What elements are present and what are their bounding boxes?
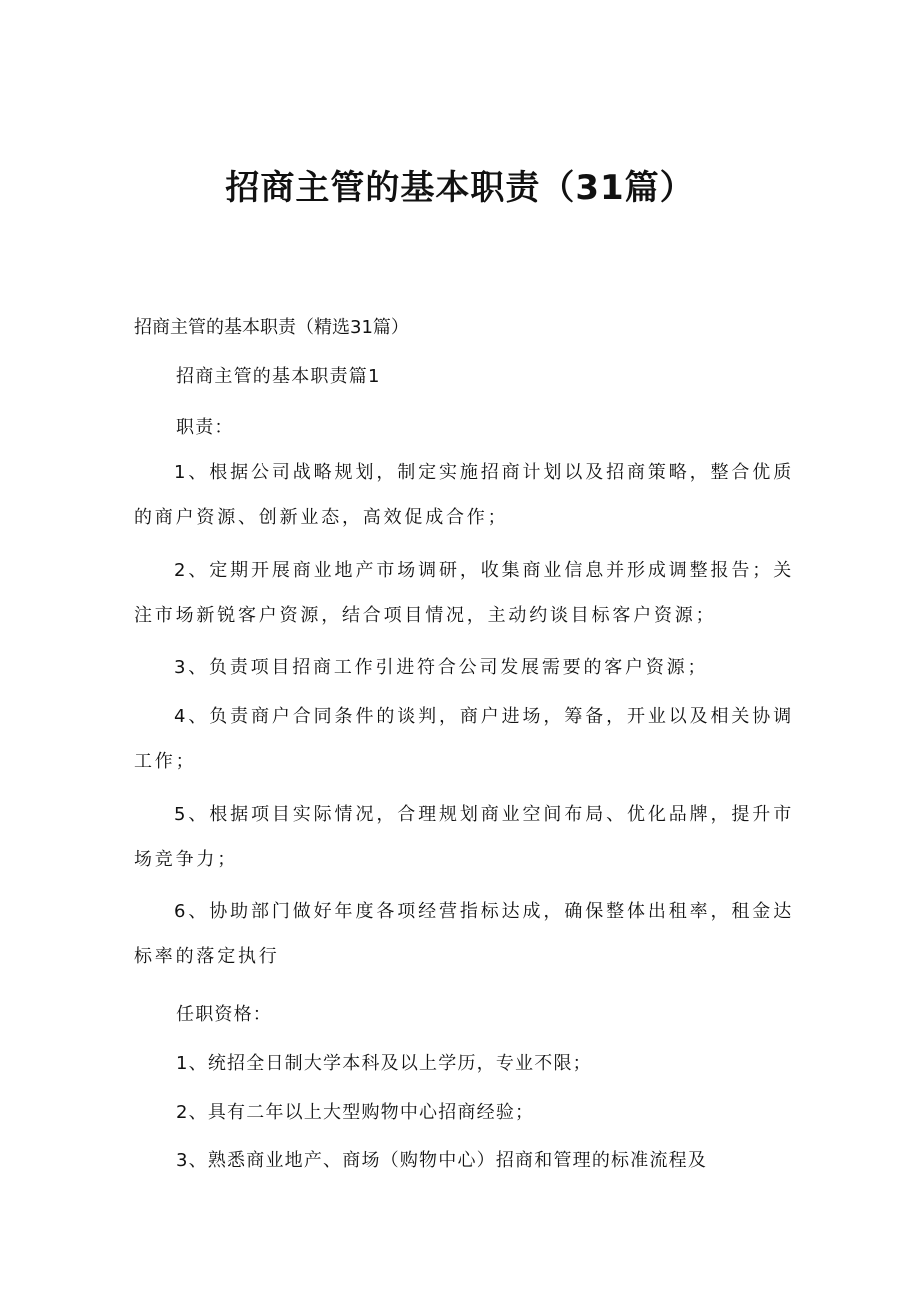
duty-item: [134, 889, 794, 979]
qualifications-label: 任职资格：: [176, 1004, 272, 1025]
duty-text: 6、协助部门做好年度各项经营指标达成，确保整体出租率，租金达标率的落定执行: [134, 901, 794, 967]
qualification-item: 2、具有二年以上大型购物中心招商经验；: [176, 1102, 535, 1123]
duty-text: 5、根据项目实际情况，合理规划商业空间布局、优化品牌，提升市场竞争力；: [134, 804, 794, 870]
duty-item: [134, 694, 794, 784]
document-subtitle: 招商主管的基本职责（精选31篇）: [134, 317, 409, 338]
duty-item: [134, 450, 794, 540]
qualification-item: 3、熟悉商业地产、商场（购物中心）招商和管理的标准流程及: [176, 1150, 708, 1171]
duty-text: 2、定期开展商业地产市场调研，收集商业信息并形成调整报告；关注市场新锐客户资源，结合项目情况，主动约谈目标客户资源；: [134, 560, 794, 626]
qualification-item: 1、统招全日制大学本科及以上学历，专业不限；: [176, 1053, 592, 1074]
section-heading: 招商主管的基本职责篇1: [176, 366, 381, 387]
document-title: 招商主管的基本职责（31篇）: [225, 168, 695, 208]
duty-item: [134, 645, 794, 690]
duty-text: 3、负责项目招商工作引进符合公司发展需要的客户资源；: [174, 657, 709, 678]
duty-item: [134, 792, 794, 882]
duty-item: [134, 548, 794, 638]
duty-text: 1、根据公司战略规划，制定实施招商计划以及招商策略，整合优质的商户资源、创新业态，高效促成合作；: [134, 462, 794, 528]
duties-label: 职责：: [176, 417, 234, 438]
duty-text: 4、负责商户合同条件的谈判，商户进场，筹备，开业以及相关协调工作；: [134, 706, 794, 772]
